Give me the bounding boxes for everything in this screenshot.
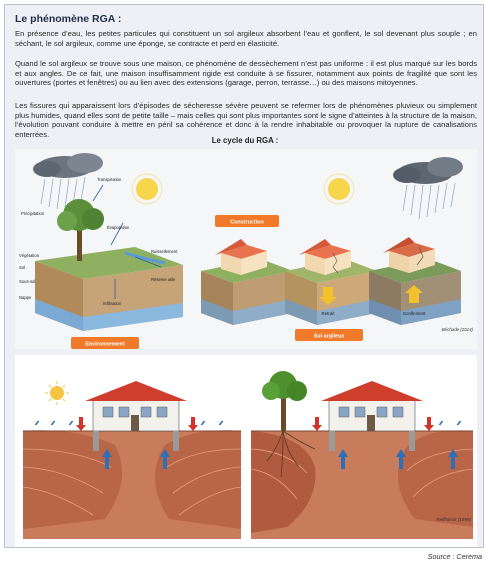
rga-figure — [15, 149, 477, 547]
label-sol: Sol — [19, 265, 26, 270]
figure-title: Le cycle du RGA : — [211, 136, 279, 145]
label-retrait: Retrait — [321, 311, 335, 316]
label-nappe: Nappe — [19, 295, 32, 300]
label-precipitation: Précipitation — [21, 211, 45, 216]
paragraph-3: Les fissures qui apparaissent lors d’épisodes de sécheresse sévère peuvent se refermer lors de phénomènes pluvieux ou simplement plus humides, quand elles sont de petite taille – mais celles qui sont plus importantes sont le signe d’atteintes à la structure de la maison, l’évolution pouvant conduire à mettre en péril sa cohérence et donc à la rendre inhabitable ou provoquer la rupture de canalisations enterrées. — [15, 101, 477, 139]
credit-reiffsteck: Reiffsteck (1999) — [436, 517, 471, 522]
paragraph-2: Quand le sol argileux se trouve sous une maison, ce phénomène de dessèchement n’est pas uniforme : il est plus marqué sur les bords et aux angles. De ce fait, une maison insuffisamment rigide est conduite à se fissurer, notamment aux points de fragilité que sont les ouvertures (portes et fenêtres) ou au lien avec des extensions (garage, perron, terrasse…) ou des maisons mitoyennes. — [15, 59, 477, 88]
source-caption: Source : Cerema — [427, 552, 482, 561]
paragraph-1: En présence d’eau, les petites particules qui constituent un sol argileux absorbent l’eau et gonflent, le sol devenant plus souple ; en séchant, le sol argileux, comme une éponge, se contracte et perd en élasticité. — [15, 29, 477, 48]
house-diagram — [15, 355, 477, 547]
label-transpiration: Transpiration — [97, 177, 122, 182]
construction-badge — [215, 215, 279, 227]
label-infiltration: Infiltration — [103, 301, 122, 306]
label-ruissellement: Ruissellement — [151, 249, 178, 254]
environnement-badge — [71, 337, 139, 349]
sol-argileux-badge — [295, 329, 363, 341]
section-title: Le phénomène RGA : — [15, 13, 122, 25]
label-sol-argileux: Sol argileux — [313, 333, 345, 340]
label-vegetation: Végétation — [19, 253, 40, 258]
sun-icon — [132, 174, 162, 204]
label-environnement: Environnement — [85, 341, 125, 348]
credit-bechade: Béchade (2014) — [441, 327, 473, 332]
label-reserve-utile: Réserve utile — [151, 277, 176, 282]
cycle-diagram — [15, 149, 477, 349]
label-sous-sol: Sous-sol — [19, 279, 36, 284]
text-frame — [4, 4, 484, 548]
sun-icon-2 — [324, 174, 354, 204]
environment-block — [35, 247, 183, 331]
label-evaporation: Évaporation — [107, 225, 130, 230]
label-construction: Construction — [230, 219, 264, 226]
label-gonflement: Gonflement — [402, 311, 426, 316]
